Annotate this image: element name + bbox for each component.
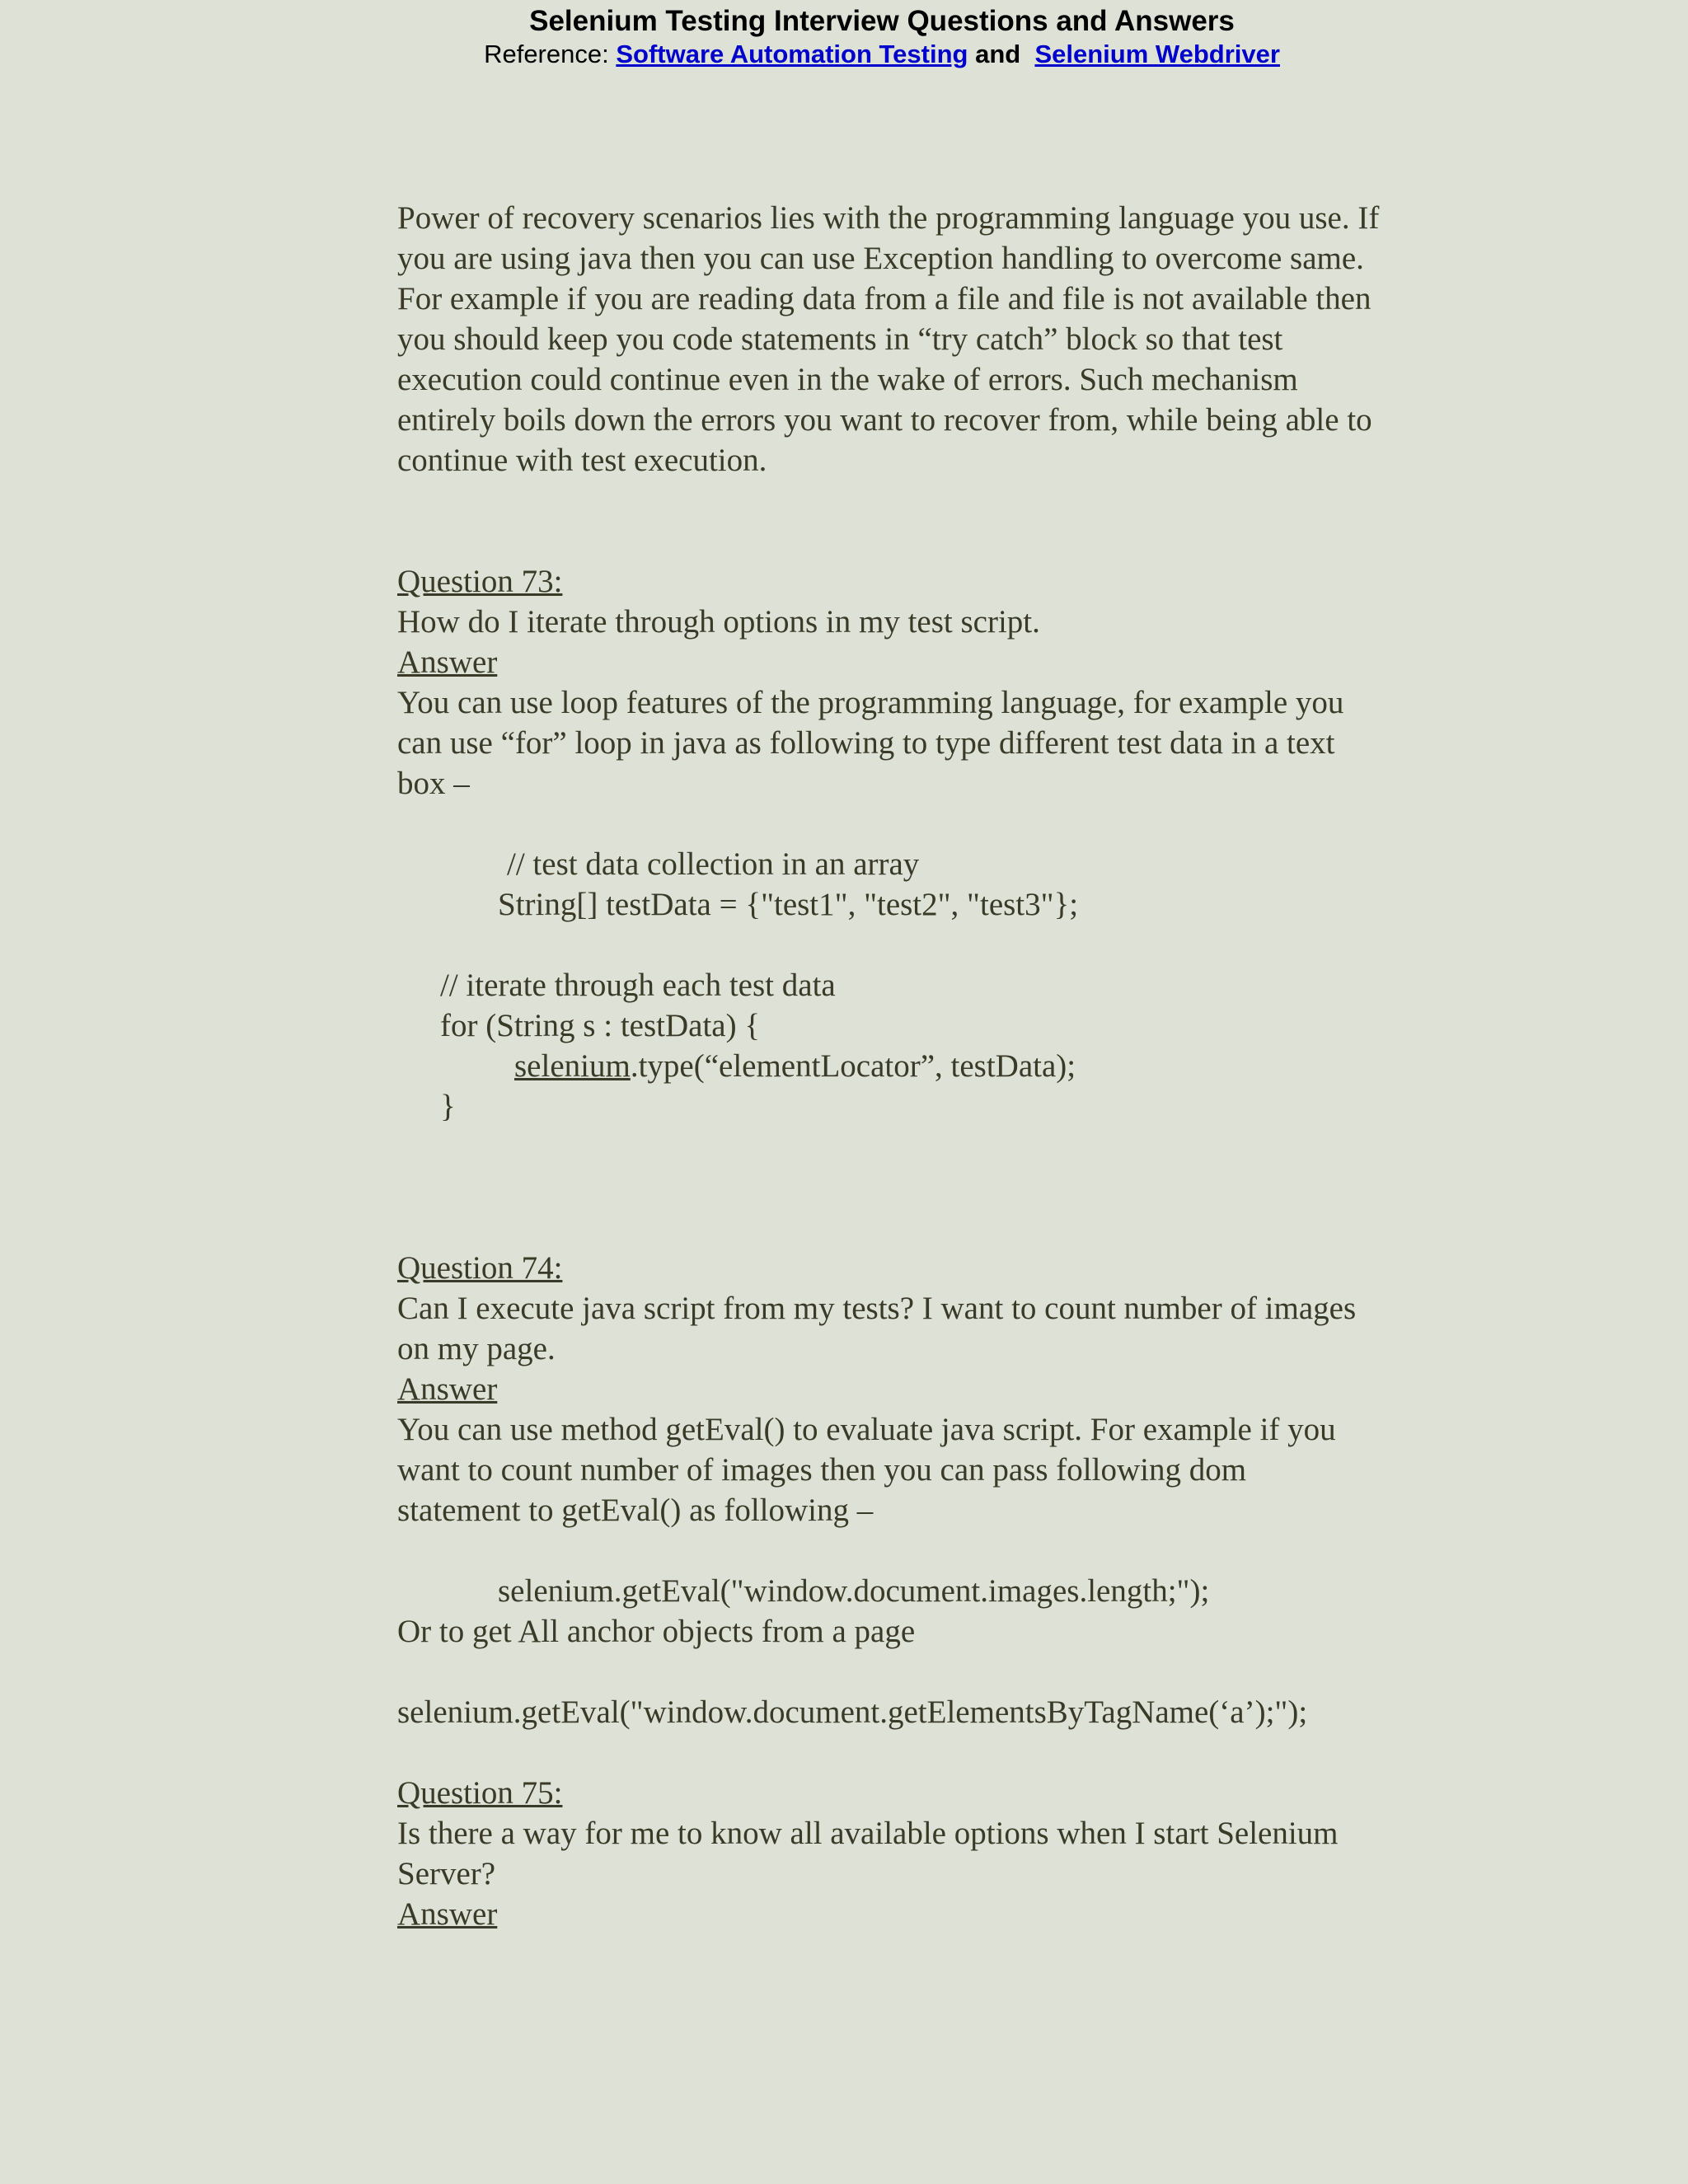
question-75-section: [397, 1773, 1502, 1934]
page-header: [0, 0, 1688, 71]
question-73-text: How do I iterate through options in my test script.: [397, 604, 1040, 640]
code-call: .type(“elementLocator”, testData);: [630, 1048, 1076, 1084]
code-line: selenium.getEval("window.document.getElementsByTagName(‘a’);");: [397, 1694, 1308, 1730]
question-75-text: Is there a way for me to know all available options when I start Selenium: [397, 1816, 1339, 1851]
code-line: for (String s : testData) {: [440, 1008, 761, 1043]
intro-line: Power of recovery scenarios lies with the programming language you use. If: [397, 200, 1380, 236]
question-74-text: on my page.: [397, 1331, 556, 1366]
question-74-answer-label: Answer: [397, 1371, 498, 1407]
answer-line: want to count number of images then you can pass following dom: [397, 1452, 1247, 1488]
answer-line: You can use loop features of the programming language, for example you: [397, 685, 1344, 720]
code-comment: // test data collection in an array: [507, 846, 920, 882]
question-75-text: Server?: [397, 1856, 496, 1891]
intro-line: you are using java then you can use Exception handling to overcome same.: [397, 241, 1364, 276]
question-75-answer-label: Answer: [397, 1896, 498, 1932]
intro-line: continue with test execution.: [397, 443, 767, 478]
question-73-section: [397, 561, 1502, 1127]
intro-paragraph: [397, 198, 1502, 480]
question-73-answer-label: Answer: [397, 644, 498, 680]
document-body: [397, 198, 1502, 1934]
code-selenium-word: selenium: [514, 1048, 631, 1084]
answer-line: You can use method getEval() to evaluate java script. For example if you: [397, 1412, 1336, 1447]
answer-line: can use “for” loop in java as following to type different test data in a text: [397, 725, 1335, 761]
intro-line: execution could continue even in the wake of errors. Such mechanism: [397, 362, 1298, 397]
code-line: }: [440, 1089, 456, 1124]
intro-line: entirely boils down the errors you want to recover from, while being able to: [397, 402, 1372, 438]
code-line: [397, 1046, 1502, 1086]
code-line: selenium.getEval("window.document.images.length;");: [498, 1573, 1210, 1609]
question-75-heading: Question 75:: [397, 1775, 563, 1811]
document-title: Selenium Testing Interview Questions and Answers: [529, 5, 1235, 37]
reference-conjunction: and: [975, 40, 1021, 68]
question-74-heading: Question 74:: [397, 1250, 563, 1286]
answer-line: Or to get All anchor objects from a page: [397, 1614, 916, 1649]
intro-line: For example if you are reading data from a file and file is not available then: [397, 281, 1372, 316]
reference-label: Reference:: [484, 40, 617, 68]
question-73-heading: Question 73:: [397, 564, 563, 599]
reference-line: [0, 38, 1688, 71]
answer-line: statement to getEval() as following –: [397, 1493, 874, 1528]
software-automation-testing-link[interactable]: Software Automation Testing: [616, 40, 968, 68]
answer-line: box –: [397, 766, 470, 801]
code-comment: // iterate through each test data: [440, 968, 836, 1003]
question-74-section: [397, 1248, 1502, 1732]
question-74-text: Can I execute java script from my tests? I want to count number of images: [397, 1291, 1357, 1326]
intro-line: you should keep you code statements in “try catch” block so that test: [397, 321, 1283, 357]
selenium-webdriver-link[interactable]: Selenium Webdriver: [1034, 40, 1280, 68]
code-line: String[] testData = {"test1", "test2", "test3"};: [498, 887, 1079, 922]
